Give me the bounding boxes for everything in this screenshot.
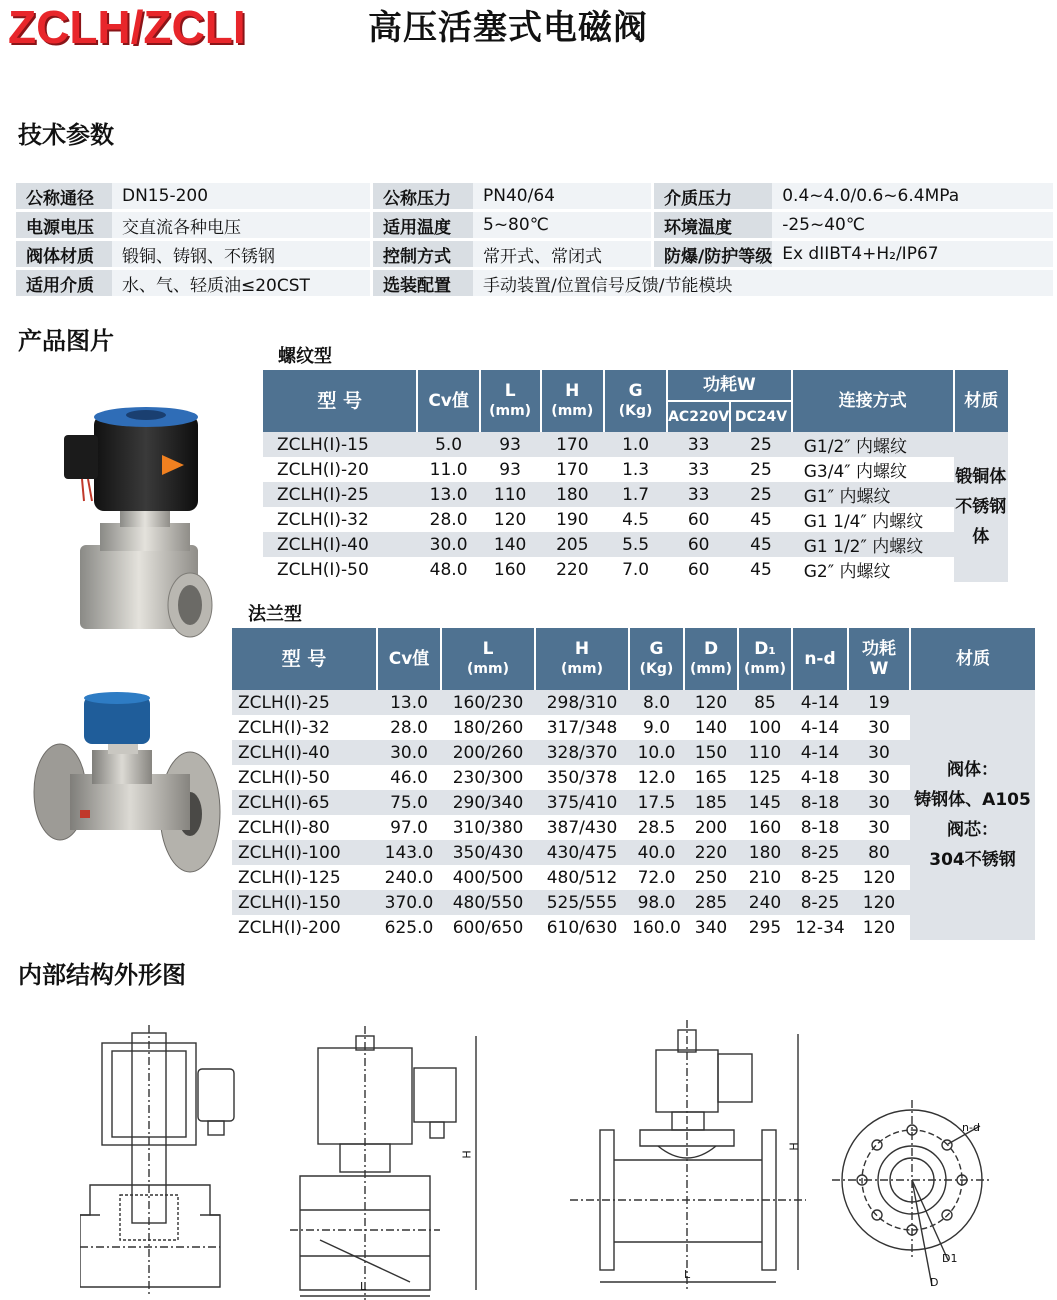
spec-key: 控制方式 [373,241,473,267]
table-row: ZCLH(I)-32 28.0 120 190 4.5 60 45 G1 1/4″ 内螺纹 [277,509,924,532]
section-title-pictures: 产品图片 [18,327,114,355]
table-row: ZCLH(I)-40 30.0 200/260 328/370 10.0 150 110 4-14 30 [232,740,1035,765]
dimension-d-label: D [930,1276,939,1289]
spec-value: Ex dIIBT4+H₂/IP67 [772,241,1053,267]
threaded-valve-image [62,405,222,655]
spec-key: 介质压力 [654,183,772,209]
spec-table [16,180,1053,299]
col-header-power: 功耗 W [848,628,910,690]
spec-key: 适用介质 [16,270,112,296]
spec-row [16,241,1053,267]
spec-key: 环境温度 [654,212,772,238]
col-header-model: 型 号 [263,370,417,432]
col-header-g: G (Kg) [629,628,684,690]
cross-section-drawing [80,1025,250,1295]
spec-key: 公称通径 [16,183,112,209]
spec-value: 水、气、轻质油≤20CST [112,270,370,296]
table-row: ZCLH(I)-65 75.0 290/340 375/410 17.5 185 145 8-18 30 [232,790,1035,815]
spec-key: 公称压力 [373,183,473,209]
table-row: ZCLH(I)-200 625.0 600/650 610/630 160.0 340 295 12-34 120 [238,917,896,938]
col-header-l: L (mm) [480,370,541,432]
table-row: ZCLH(I)-20 11.0 93 170 1.3 33 25 G3/4″ 内螺纹 [277,459,908,482]
dimension-l-label: L [684,1268,691,1281]
table-row: ZCLH(I)-32 28.0 180/260 317/348 9.0 140 100 4-14 30 [238,717,890,738]
col-header-cv: Cv值 [377,628,441,690]
flanged-table [232,628,1035,940]
spec-row [16,212,1053,238]
spec-key: 适用温度 [373,212,473,238]
table-row: ZCLH(I)-25 13.0 110 180 1.7 33 25 G1″ 内螺纹 [263,482,1008,507]
col-header-d: D (mm) [684,628,738,690]
col-header-g: G (Kg) [604,370,667,432]
dimension-h-label: H [460,1150,474,1159]
dimension-h-label: H [787,1142,801,1151]
table-row: ZCLH(I)-15 5.0 93 170 1.0 33 25 G1/2″ 内螺纹 锻铜体 不锈钢体 [263,432,1008,457]
table-row: ZCLH(I)-100 143.0 350/430 430/475 40.0 220 180 8-25 80 [232,840,1035,865]
spec-value: 手动装置/位置信号反馈/节能模块 [473,270,1053,296]
table-row: ZCLH(I)-40 30.0 140 205 5.5 60 45 G1 1/2″ 内螺纹 [263,532,1008,557]
table-row: ZCLH(I)-125 240.0 400/500 480/512 72.0 250 210 8-25 120 [238,867,896,888]
col-header-h: H (mm) [535,628,629,690]
spec-row [16,270,1053,296]
col-header-model: 型 号 [232,628,377,690]
spec-value: 锻铜、铸钢、不锈钢 [112,241,370,267]
col-header-power: 功耗W [667,370,792,401]
spec-key: 防爆/防护等级 [654,241,772,267]
table-row: ZCLH(I)-25 13.0 160/230 298/310 8.0 120 85 4-14 19 阀体： 铸钢体、A105 阀芯： 304不锈钢 [232,690,1035,715]
spec-value: PN40/64 [473,183,651,209]
table-row: ZCLH(I)-50 48.0 160 220 7.0 60 45 G2″ 内螺纹 [277,559,891,582]
col-header-d1: D₁ (mm) [738,628,792,690]
col-header-h: H (mm) [541,370,605,432]
threaded-outline-drawing [290,1020,500,1300]
table-row: ZCLH(I)-150 370.0 480/550 525/555 98.0 285 240 8-25 120 [232,890,1035,915]
threaded-material-cell: 锻铜体 不锈钢体 [954,432,1008,582]
spec-row [16,183,1053,209]
col-header-l: L (mm) [441,628,535,690]
spec-value: 常开式、常闭式 [473,241,651,267]
spec-key: 选装配置 [373,270,473,296]
col-header-material: 材质 [910,628,1035,690]
col-header-nd: n-d [792,628,848,690]
section-title-structure: 内部结构外形图 [18,961,186,989]
dimension-l-label: L [360,1280,367,1293]
spec-value: 5~80℃ [473,212,651,238]
flanged-valve-image [20,692,230,892]
spec-key: 电源电压 [16,212,112,238]
spec-value: -25~40℃ [772,212,1053,238]
spec-value: 0.4~4.0/0.6~6.4MPa [772,183,1053,209]
col-header-dc24v: DC24V [730,401,791,432]
col-header-cv: Cv值 [417,370,479,432]
page-title: 高压活塞式电磁阀 [368,8,648,48]
flanged-material-cell: 阀体： 铸钢体、A105 阀芯： 304不锈钢 [910,690,1035,940]
flanged-outline-drawing [570,1020,810,1295]
flanged-type-label: 法兰型 [248,604,302,625]
dimension-nd-label: n-d [962,1121,980,1134]
table-row: ZCLH(I)-80 97.0 310/380 387/430 28.5 200 160 8-18 30 [238,817,890,838]
spec-key: 阀体材质 [16,241,112,267]
spec-value: 交直流各种电压 [112,212,370,238]
table-row: ZCLH(I)-50 46.0 230/300 350/378 12.0 165 125 4-18 30 [238,767,890,788]
threaded-type-label: 螺纹型 [278,346,332,367]
col-header-ac220v: AC220V [667,401,730,432]
section-title-tech: 技术参数 [18,121,114,149]
brand-logo: ZCLH/ZCLI [8,1,246,53]
threaded-table [263,370,1008,582]
col-header-connection: 连接方式 [792,370,954,432]
dimension-d1-label: D1 [942,1252,958,1265]
col-header-material: 材质 [954,370,1008,432]
spec-value: DN15-200 [112,183,370,209]
